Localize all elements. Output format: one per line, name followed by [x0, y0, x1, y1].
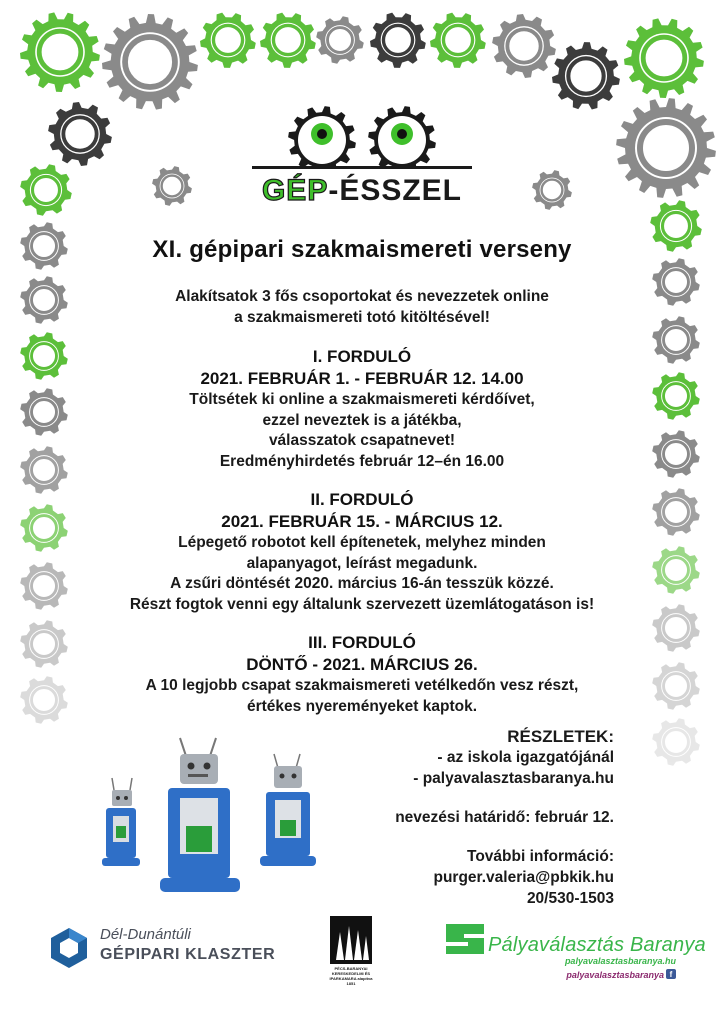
round-dates: DÖNTŐ - 2021. MÁRCIUS 26.: [246, 655, 478, 674]
pv-facebook-name[interactable]: palyavalasztasbaranya: [566, 970, 664, 980]
details-item: - az iskola igazgatójánál: [437, 749, 614, 766]
gear-icon: [20, 164, 72, 216]
round-dates: 2021. FEBRUÁR 15. - MÁRCIUS 12.: [221, 512, 503, 531]
intro-line: Alakítsatok 3 fős csoportokat és nevezzetek online: [175, 288, 549, 305]
gear-icon: [260, 13, 316, 68]
round-line: Töltsétek ki online a szakmaismereti kérdőívet,: [189, 391, 535, 408]
eyes-gear-icon: [252, 104, 472, 184]
intro-text: [0, 286, 724, 328]
round-title: III. FORDULÓ: [308, 633, 416, 652]
facebook-icon[interactable]: f: [666, 969, 676, 979]
contact-email[interactable]: purger.valeria@pbkik.hu: [433, 869, 614, 886]
gear-icon: [152, 166, 192, 206]
gepipari-klaszter-logo: [48, 926, 276, 973]
pv-url[interactable]: palyavalasztasbaranya.hu: [564, 956, 676, 966]
klaszter-line2: GÉPIPARI KLASZTER: [100, 946, 276, 963]
robot-small-left: [102, 778, 140, 866]
gear-icon: [430, 13, 486, 68]
palyavalasztas-baranya-logo: [444, 918, 706, 988]
round-line: Részt fogtok venni egy általunk szervezett üzemlátogatáson is!: [129, 595, 595, 613]
deadline-text: nevezési határidő: február 12.: [395, 809, 614, 826]
robot-right: [260, 754, 316, 866]
round-line: Eredményhirdetés február 12–én 16.00: [219, 452, 505, 470]
more-info-label: További információ:: [467, 848, 614, 865]
round-title: II. FORDULÓ: [310, 490, 414, 509]
pv-arrow-icon: [444, 920, 486, 958]
robot-big-center: [160, 738, 240, 892]
round-line: ezzel neveztek is a játékba,: [262, 411, 462, 429]
gear-icon: [624, 18, 704, 98]
walking-robots-image: [100, 732, 330, 902]
kamara-text: PÉCS-BARANYAI KERESKEDELMI ÉS IPARKAMARA alapítva 1851: [329, 966, 373, 986]
logo-esszel-text: -ÉSSZEL: [328, 174, 463, 207]
round-line: A 10 legjobb csapat szakmaismereti vetélkedőn vesz részt,: [145, 677, 579, 694]
gep-esszel-logo: [252, 104, 472, 220]
gear-icon: [48, 102, 112, 166]
details-heading: RÉSZLETEK:: [507, 727, 614, 746]
logo-gep-text: GÉP: [261, 174, 329, 207]
round-1: [0, 346, 724, 472]
round-2: [0, 489, 724, 615]
gear-icon: [532, 170, 572, 210]
pv-title: Pályaválasztás Baranya: [488, 934, 706, 956]
details-item[interactable]: - palyavalasztasbaranya.hu: [413, 770, 614, 787]
round-line: A zsűri döntését 2020. március 16-án tesszük közzé.: [170, 575, 554, 592]
gear-icon: [492, 14, 556, 78]
round-title: I. FORDULÓ: [312, 347, 412, 366]
gear-icon: [20, 12, 100, 92]
round-dates: 2021. FEBRUÁR 1. - FEBRUÁR 12. 14.00: [200, 369, 524, 388]
gear-icon: [652, 718, 700, 766]
gear-icon: [552, 42, 620, 109]
round-line: alapanyagot, leírást megadunk.: [246, 554, 478, 572]
round-3: [0, 632, 724, 717]
gear-icon: [316, 16, 364, 64]
intro-line: a szakmaismereti totó kitöltésével!: [234, 309, 490, 326]
round-line: válasszatok csapatnevet!: [268, 432, 456, 449]
contact-phone: 20/530-1503: [526, 890, 614, 907]
gear-icon: [200, 13, 256, 68]
gear-icon: [616, 98, 716, 198]
klaszter-cube-icon: [48, 926, 90, 968]
round-line: értékes nyereményeket kaptok.: [246, 697, 478, 715]
kamara-crest-icon: [328, 914, 374, 966]
kamara-logo: [328, 914, 374, 988]
klaszter-line1: Dél-Dunántúli: [100, 926, 191, 943]
gear-icon: [102, 14, 198, 110]
details-box: [395, 726, 614, 909]
page-title: XI. gépipari szakmaismereti verseny: [152, 236, 572, 263]
round-line: Lépegető robotot kell építenetek, melyhez minden: [178, 534, 546, 551]
gear-icon: [370, 13, 426, 68]
